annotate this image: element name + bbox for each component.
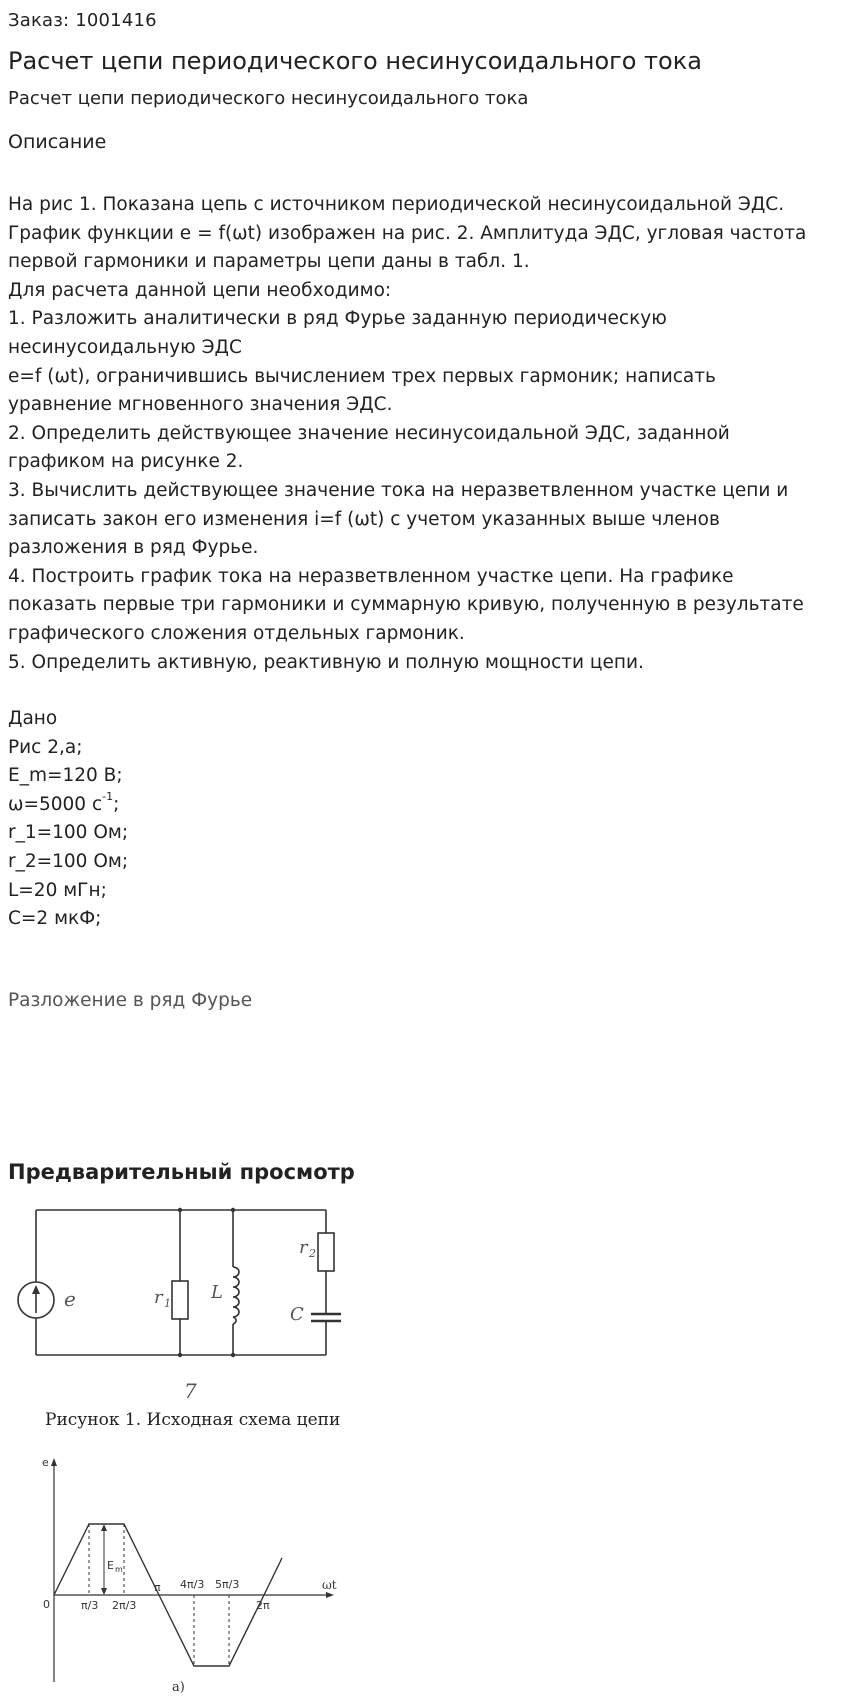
given-figure: Рис 2,а; [8, 736, 83, 758]
description-line: 3. Вычислить действующее значение тока на неразветвленном участке цепи и [8, 479, 789, 501]
given-block [8, 705, 128, 934]
given-r1: r_1=100 Ом; [8, 822, 129, 844]
given-heading: Дано [8, 708, 58, 729]
description-line: графиком на рисунке 2. [8, 451, 244, 473]
capacitor-label: C [290, 1304, 304, 1325]
r2-label: r [299, 1237, 308, 1258]
order-number: Заказ: 1001416 [8, 10, 157, 31]
description-heading: Описание [8, 131, 107, 153]
description-line: записать закон его изменения i=f (ωt) с учетом указанных выше членов [8, 508, 720, 530]
page-title: Расчет цепи периодического несинусоидального тока [8, 47, 702, 75]
r1-label: r [154, 1287, 163, 1308]
em-subscript: m [115, 1565, 123, 1574]
given-omega [8, 791, 128, 820]
description-line: 1. Разложить аналитически в ряд Фурье заданную периодическую [8, 308, 667, 330]
description-line: первой гармоники и параметры цепи даны в табл. 1. [8, 251, 530, 273]
description-text [8, 191, 843, 677]
description-line: показать первые три гармоники и суммарную кривую, полученную в результате [8, 594, 804, 616]
r2-subscript: 2 [309, 1247, 316, 1260]
preview-heading: Предварительный просмотр [8, 1160, 355, 1184]
given-capacitance: C=2 мкФ; [8, 908, 102, 930]
description-line: 4. Построить график тока на неразветвленном участке цепи. На графике [8, 565, 734, 587]
r1-subscript: 1 [164, 1297, 171, 1310]
description-line: несинусоидальную ЭДС [8, 336, 242, 358]
tick-label: 4π/3 [180, 1578, 205, 1591]
description-line: разложения в ряд Фурье. [8, 537, 259, 559]
origin-label: 0 [43, 1598, 50, 1611]
em-label: E [107, 1559, 114, 1572]
tick-label: π/3 [81, 1599, 99, 1612]
x-axis-label: ωt [322, 1578, 337, 1592]
given-r2: r_2=100 Ом; [8, 850, 129, 872]
description-line: уравнение мгновенного значения ЭДС. [8, 394, 393, 416]
description-line: На рис 1. Показана цепь с источником периодической несинусоидальной ЭДС. [8, 194, 785, 215]
description-line: 2. Определить действующее значение несинусоидальной ЭДС, заданной [8, 422, 730, 444]
given-omega-base: ω=5000 с [8, 793, 103, 815]
description-line: Для расчета данной цепи необходимо: [8, 279, 392, 301]
y-axis-label: e [42, 1456, 49, 1469]
tick-label: 2π [256, 1599, 270, 1612]
description-line: графического сложения отдельных гармоник. [8, 622, 465, 644]
tick-label: 5π/3 [215, 1578, 240, 1591]
figure-number: 7 [184, 1379, 197, 1403]
description-line: e=f (ωt), ограничившись вычислением трех первых гармоник; написать [8, 365, 716, 387]
page-subtitle: Расчет цепи периодического несинусоидального тока [8, 88, 529, 109]
source-label: e [64, 1287, 76, 1311]
tick-label: 2π/3 [112, 1599, 137, 1612]
circuit-diagram [8, 1200, 348, 1405]
figure2-caption: а) [172, 1680, 185, 1695]
description-line: График функции e = f(ωt) изображен на рис. 2. Амплитуда ЭДС, угловая частота [8, 222, 807, 244]
emf-waveform-graph [30, 1456, 340, 1696]
given-omega-exponent: -1 [102, 789, 114, 803]
tick-label: π [154, 1581, 161, 1594]
figure1-caption: Рисунок 1. Исходная схема цепи [45, 1410, 341, 1430]
inductor-label: L [211, 1282, 223, 1303]
fourier-expansion-link[interactable]: Разложение в ряд Фурье [8, 990, 253, 1011]
given-inductance: L=20 мГн; [8, 879, 107, 901]
given-em: E_m=120 В; [8, 765, 123, 787]
given-omega-end: ; [113, 793, 120, 815]
description-line: 5. Определить активную, реактивную и полную мощности цепи. [8, 651, 644, 673]
